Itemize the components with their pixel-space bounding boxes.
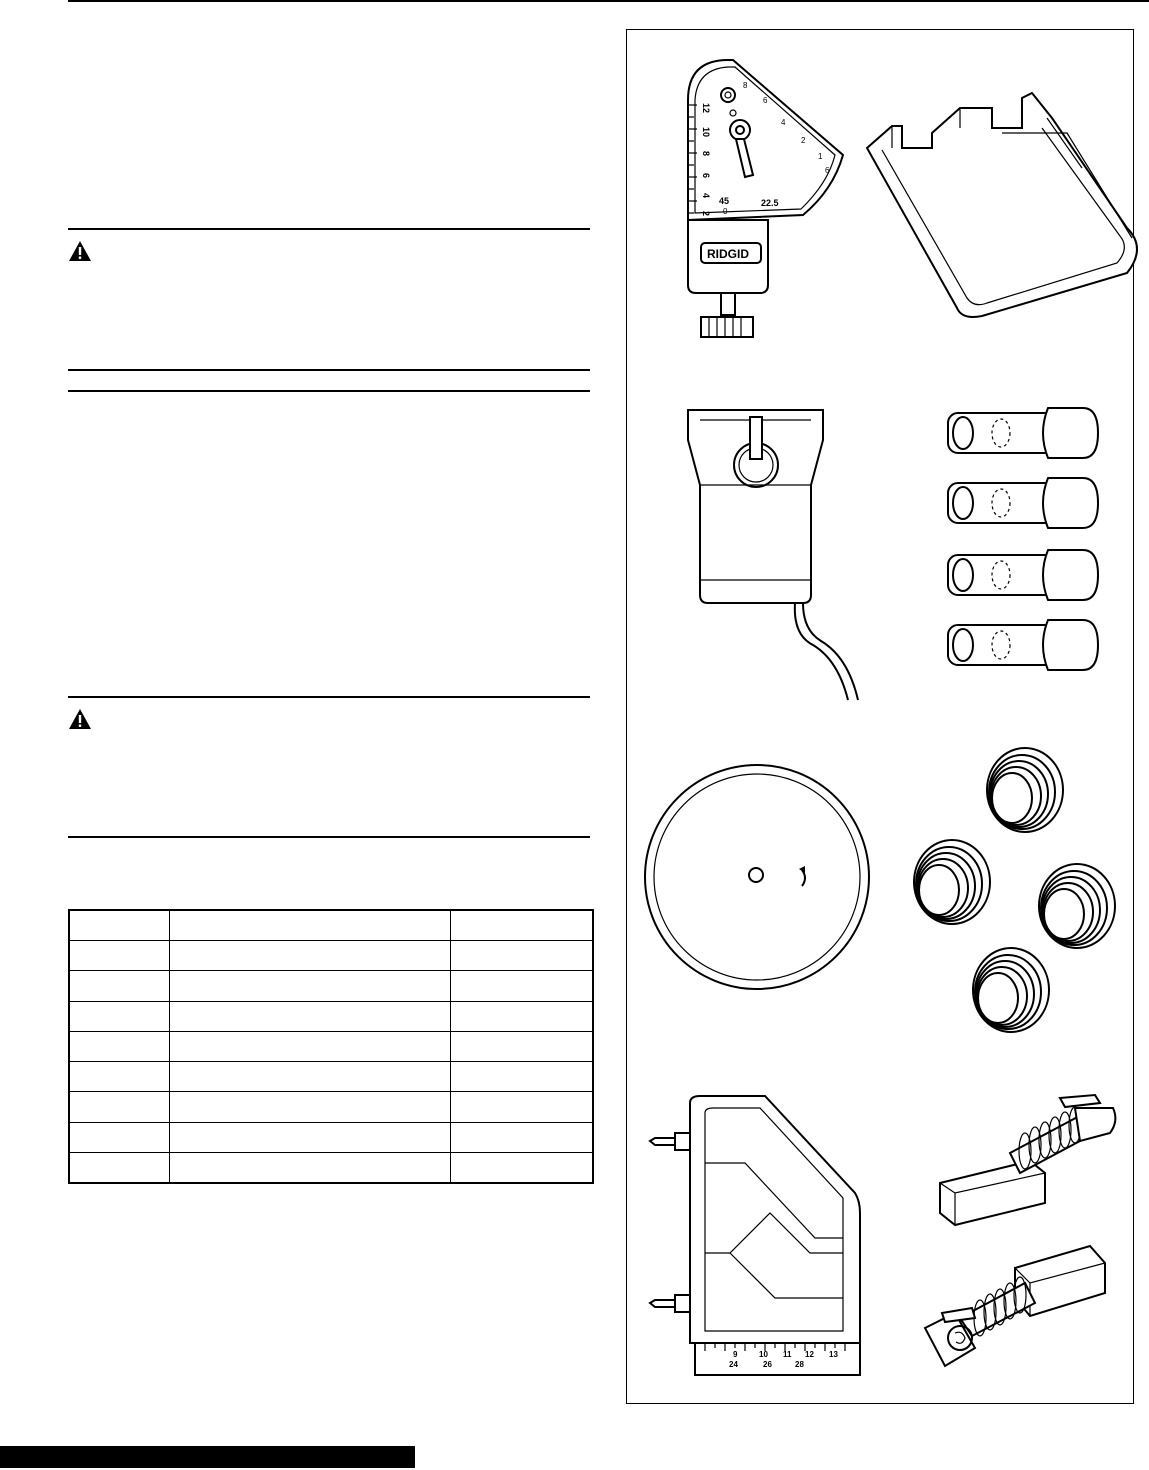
brand-label: RIDGID (707, 247, 749, 261)
ruler-label: 28 (795, 1360, 804, 1369)
disc-illustration (642, 762, 872, 992)
miter-guide-illustration (645, 1093, 865, 1383)
table-cell (69, 971, 169, 1001)
table-cell (169, 1031, 450, 1061)
ruler-label: 26 (763, 1360, 772, 1369)
scale-label-45: 45 (719, 196, 730, 206)
table-cell (169, 1122, 450, 1152)
scale-label: 2 (801, 136, 806, 145)
table-cell (169, 971, 450, 1001)
footer-text (0, 1450, 8, 1464)
bolts-illustration (943, 403, 1103, 673)
scale-label: 10 (701, 127, 711, 138)
table-cell (450, 1092, 593, 1122)
table-cell (450, 910, 593, 941)
table-cell (69, 1152, 169, 1183)
section-rule (68, 390, 590, 392)
table-cell (450, 1152, 593, 1183)
table-cell (450, 1031, 593, 1061)
table-row (69, 1152, 593, 1183)
warning-1-top-rule (68, 228, 590, 230)
table-cell (169, 910, 450, 941)
footer-bar (0, 1446, 415, 1468)
ruler-label: 24 (729, 1360, 738, 1369)
section-text (68, 400, 590, 680)
top-rule (68, 0, 1149, 2)
warning-2-bottom-rule (68, 836, 590, 838)
warning-1-bottom-rule (68, 369, 590, 371)
ruler-label: 12 (805, 1350, 814, 1359)
table-cell (69, 1092, 169, 1122)
scale-label: 2 (701, 211, 711, 217)
table-cell (450, 1062, 593, 1092)
table-cell (169, 1092, 450, 1122)
warning-2-text (100, 708, 590, 828)
table-cell (169, 1152, 450, 1183)
ruler-label: 9 (733, 1350, 738, 1359)
warning-triangle-icon (68, 708, 92, 730)
bevel-gauge-illustration (683, 55, 853, 345)
parts-table (68, 909, 594, 1184)
scale-label: 4 (781, 118, 786, 127)
ruler-label: 13 (829, 1350, 838, 1359)
table-cell (450, 1122, 593, 1152)
scale-label: 8 (743, 81, 748, 90)
table-cell (69, 1062, 169, 1092)
scale-label: 12 (701, 103, 711, 114)
table-cell (69, 1122, 169, 1152)
scale-label: 4 (701, 193, 711, 199)
scale-label: 6 (701, 173, 711, 179)
scale-label: 6 (763, 96, 768, 105)
intro-text (68, 30, 590, 220)
table-row (69, 1122, 593, 1152)
table-row (69, 1001, 593, 1031)
bushings-illustration (915, 742, 1125, 1027)
table-row (69, 910, 593, 941)
table-cell (169, 1001, 450, 1031)
table-row (69, 1092, 593, 1122)
table-cell (450, 941, 593, 971)
scale-label-22-5: 22.5 (761, 198, 779, 208)
table-cell (450, 971, 593, 1001)
warning-2-top-rule (68, 696, 590, 698)
table-row (69, 1031, 593, 1061)
brush-assembly-top-illustration (935, 1093, 1120, 1228)
table-row (69, 1062, 593, 1092)
table-cell (450, 1001, 593, 1031)
scale-label: 8 (701, 151, 711, 157)
table-row (69, 941, 593, 971)
table-cell (169, 941, 450, 971)
warning-1-text (100, 240, 590, 360)
table-cell (69, 1001, 169, 1031)
table-cell (69, 910, 169, 941)
table-row (69, 971, 593, 1001)
warning-triangle-icon (68, 240, 92, 262)
table-cell (69, 941, 169, 971)
scale-label-0: 0 (723, 207, 728, 216)
ruler-label: 11 (783, 1350, 792, 1359)
throat-plate-illustration (862, 88, 1142, 328)
scale-label: 1 (818, 152, 823, 161)
scale-label: 6 (825, 166, 830, 175)
brush-assembly-bottom-illustration (920, 1238, 1110, 1373)
ruler-label: 10 (759, 1350, 768, 1359)
switch-box-illustration (683, 405, 873, 705)
table-cell (69, 1031, 169, 1061)
table-cell (169, 1062, 450, 1092)
